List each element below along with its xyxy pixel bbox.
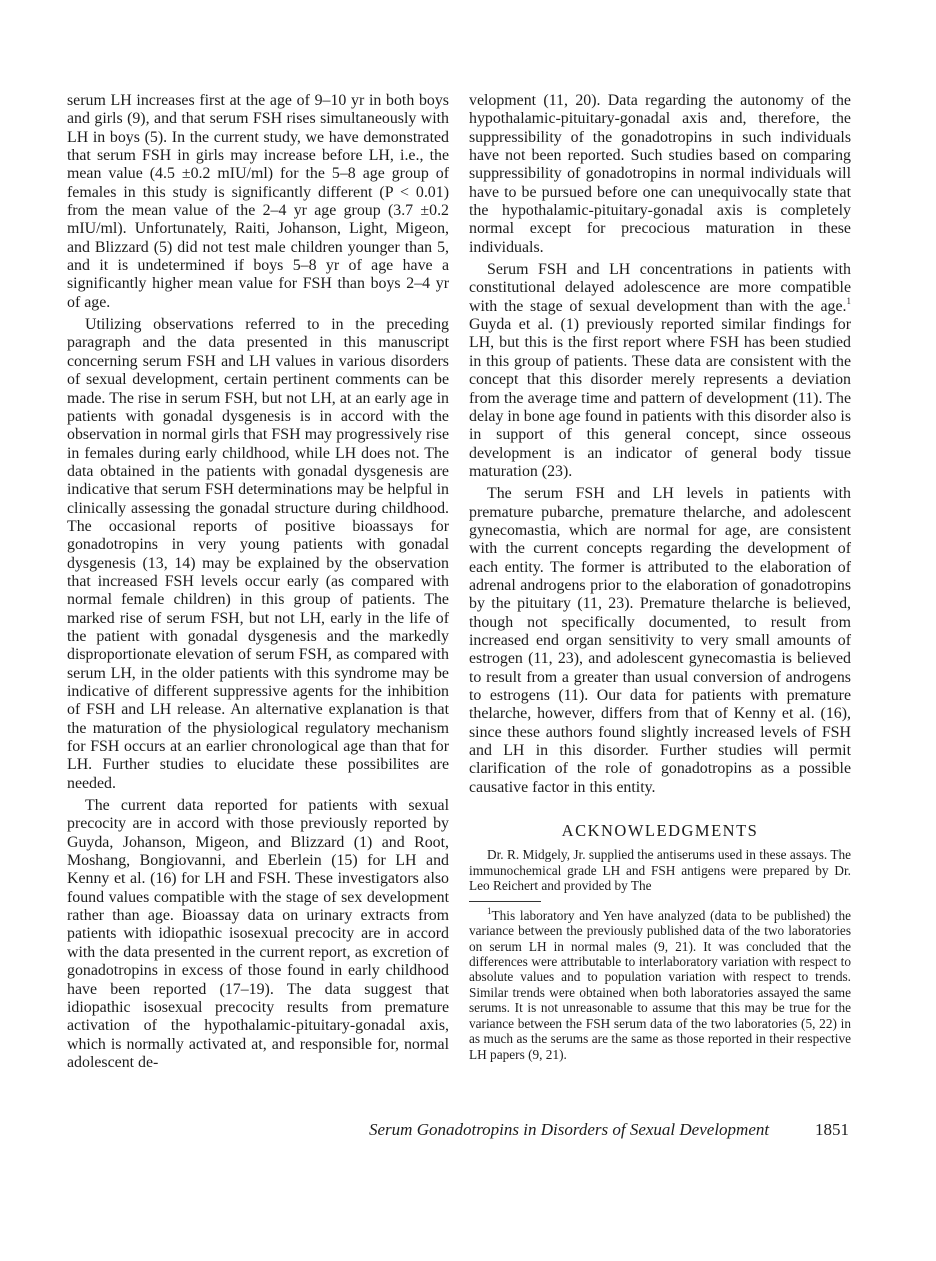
paragraph: The current data reported for patients with sexual precocity are in accord with those previously reported by Guyda, Johanson, Migeon, and Blizzard (1) and Root, Moshang, Bongiovanni, and Eberlein (15) for LH and Kenny et al. (16) for LH and FSH. These investigators also found values compatible with the stage of sex development rather than age. Bioassay data on urinary extracts from patients with idiopathic isosexual precocity are in accord with the data presented in the current report, as excretion of gonadotropins in excess of those found in early childhood have been reported (17–19). The data suggest that idiopathic isosexual precocity results from premature activation of the hypothalamic-pituitary-gonadal axis, which is normally activated at, and responsible for, normal adolescent de- — [67, 797, 449, 1071]
acknowledgments-text: Dr. R. Midgely, Jr. supplied the antiserums used in these assays. The immunochemical grade LH and FSH antigens were prepared by Dr. Leo Reichert and provided by The — [469, 847, 851, 894]
paragraph: serum LH increases first at the age of 9–10 yr in both boys and girls (9), and that serum FSH rises simultaneously with LH in boys (5). In the current study, we have demonstrated that serum FSH in girls may increase before LH, i.e., the mean value (4.5 ±0.2 mIU/ml) for the 5–8 age group of females in this study is significantly different (P < 0.01) from the mean value of the 2–4 yr age group (3.7 ±0.2 mIU/ml). Unfortunately, Raiti, Johanson, Light, Migeon, and Blizzard (5) did not test male children younger than 5, and it is undetermined if boys 5–8 yr of age have a significantly higher mean value for FSH than boys 2–4 yr of age. — [67, 92, 449, 311]
left-column — [67, 92, 449, 1076]
footnote-text: This laboratory and Yen have analyzed (data to be published) the variance between the previously published data of the two laboratories on serum LH in normal males (9, 21). It was concluded that the differences were attributable to interlaboratory variation with respect to absolute values and to population variation with respect to trends. Similar trends were obtained when both laboratories assayed the same serums. It is not unreasonable to assume that this may be true for the variance between the FSH serum data of the two laboratories (5, 22) in as much as the serums are the same as those reported in their respective LH papers (9, 21). — [469, 907, 851, 1062]
footnote — [469, 905, 851, 1062]
page-number: 1851 — [815, 1120, 849, 1139]
footnote-divider — [469, 901, 541, 902]
right-column — [469, 92, 851, 1062]
paragraph: The serum FSH and LH levels in patients with premature pubarche, premature thelarche, and adolescent gynecomastia, which are normal for age, are consistent with the current concepts regarding the development of each entity. The former is attributed to the elaboration of adrenal androgens prior to the elaboration of gonadotropins by the pituitary (11, 23). Premature thelarche is believed, though not specifically documented, to result from increased end organ sensitivity to very small amounts of estrogen (11, 23), and adolescent gynecomastia is believed to result from a greater than usual conversion of androgens to estrogens (11). Our data for patients with premature thelarche, however, differs from that of Kenny et al. (16), since these authors found slightly increased levels of FSH and LH in this disorder. Further studies will permit clarification of the role of gonadotropins as a possible causative factor in this entity. — [469, 485, 851, 796]
running-title: Serum Gonadotropins in Disorders of Sexual Development — [369, 1120, 770, 1139]
paragraph: Utilizing observations referred to in the preceding paragraph and the data presented in this manuscript concerning serum FSH and LH values in various disorders of sexual development, certain pertinent comments can be made. The rise in serum FSH, but not LH, at an early age in patients with gonadal dysgenesis is in accord with the observation in normal girls that FSH may progressively rise in females during early childhood, while LH does not. The data obtained in the patients with gonadal dysgenesis are indicative that serum FSH determinations may be helpful in clinically assessing the gonadal structure during childhood. The occasional reports of positive bioassays for gonadotropins in very young patients with gonadal dysgenesis (13, 14) may be explained by the observation that increased FSH levels occur early (as compared with normal female children) in this group of patients. The marked rise of serum FSH, but not LH, early in the life of the patient with gonadal dysgenesis and the markedly disproportionate elevation of serum FSH, as compared with serum LH, in the older patients with this syndrome may be indicative of different suppressive agents for the inhibition of FSH and LH release. An alternative explanation is that the maturation of the physiological regulatory mechanism for FSH occurs at an earlier chronological age than that for LH. Further studies to elucidate these possibilites are needed. — [67, 316, 449, 792]
paragraph-text: Guyda et al. (1) previously reported similar findings for LH, but this is the first report where FSH has been studied in this group of patients. These data are consistent with the concept that this disorder merely represents a deviation from the average time and pattern of development (11). The delay in bone age found in patients with this disorder also is in support of this general concept, since osseous development is an indicator of general body tissue maturation (23). — [469, 316, 851, 480]
footnote-number: 1 — [487, 905, 492, 916]
paragraph: velopment (11, 20). Data regarding the autonomy of the hypothalamic-pituitary-gonadal axis and, therefore, the suppressibility of the gonadotropins in such individuals have not been reported. Such studies based on comparing suppressibility of gonadotropins in normal individuals will have to be pursued before one can unequivocally state that the hypothalamic-pituitary-gonadal axis is completely normal except for precocious maturation in these individuals. — [469, 92, 851, 256]
footnote-marker: 1 — [846, 295, 851, 306]
page-footer — [369, 1120, 849, 1140]
paragraph-text: Serum FSH and LH concentrations in patients with constitutional delayed adolescence are more compatible with the stage of sexual development than with the age. — [469, 261, 851, 315]
paragraph — [469, 261, 851, 481]
section-heading: ACKNOWLEDGMENTS — [561, 821, 759, 841]
